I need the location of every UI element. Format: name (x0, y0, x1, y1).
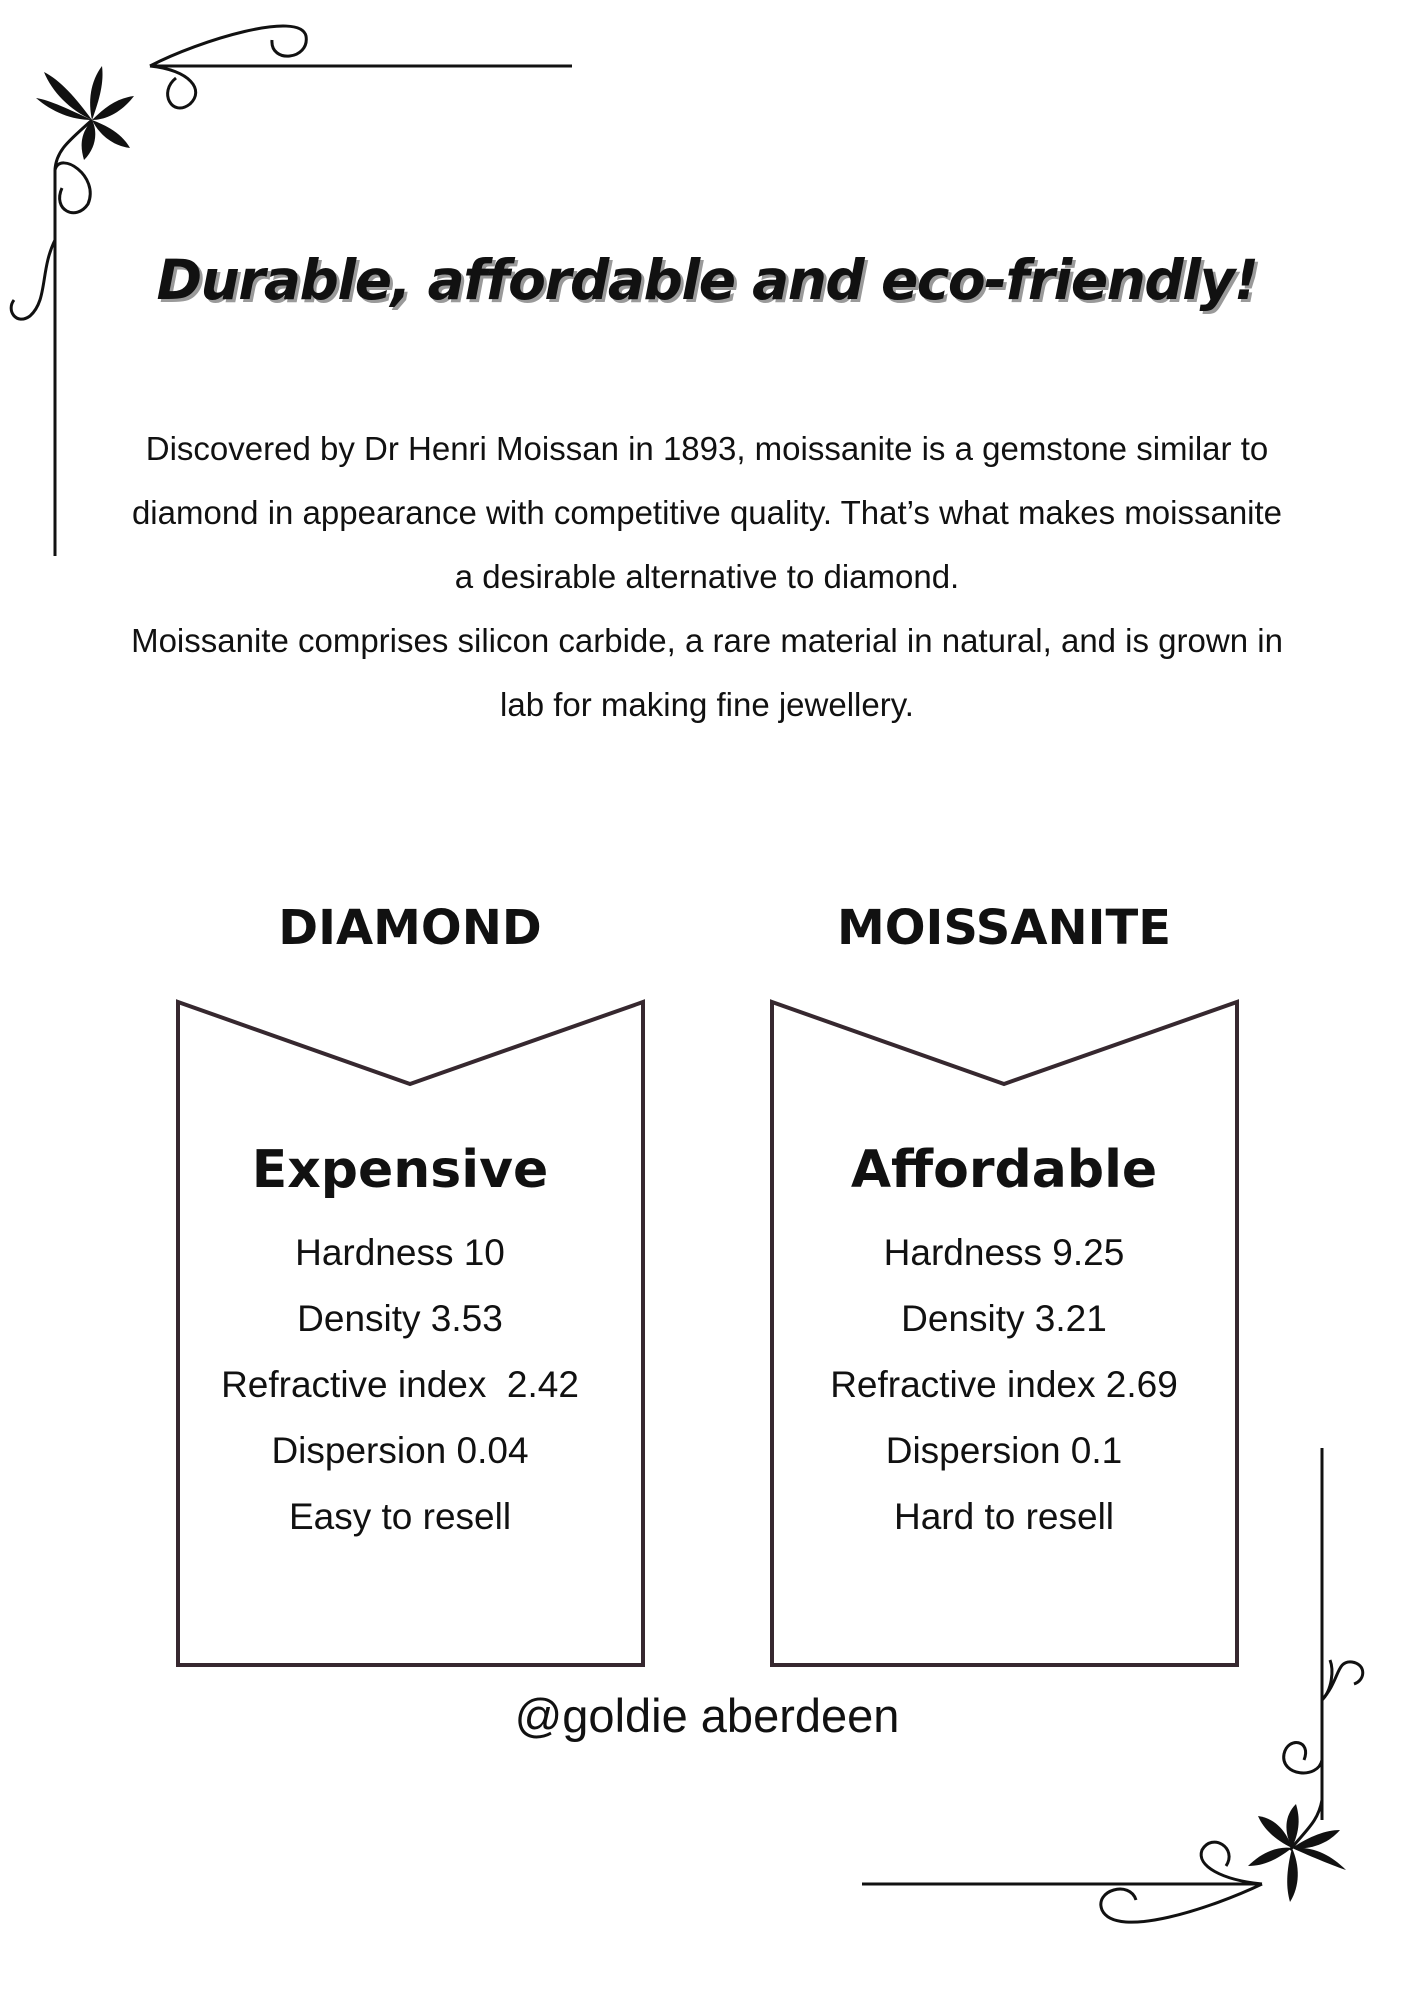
moissanite-title: MOISSANITE (836, 900, 1172, 956)
diamond-title: DIAMOND (278, 900, 542, 956)
moissanite-card (784, 1140, 1224, 1550)
diamond-stat-dispersion: Dispersion 0.04 (271, 1430, 529, 1471)
page-headline: Durable, affordable and eco-friendly! (156, 248, 1258, 312)
intro-paragraph-1: Discovered by Dr Henri Moissan in 1893, moissanite is a gemstone similar to diamond in appearance with competitive quality. That’s what makes moissanite a desirable alternative to diamond. (131, 430, 1283, 595)
moissanite-stat-resale: Hard to resell (893, 1496, 1115, 1537)
diamond-stat-hardness: Hardness 10 (295, 1232, 505, 1273)
moissanite-stat-refractive-index: Refractive index 2.69 (830, 1364, 1178, 1405)
diamond-stat-refractive-index: Refractive index 2.42 (221, 1364, 579, 1405)
moissanite-stat-hardness: Hardness 9.25 (883, 1232, 1125, 1273)
moissanite-price-heading: Affordable (850, 1140, 1158, 1200)
diamond-card (180, 1140, 620, 1550)
intro-paragraph-2: Moissanite comprises silicon carbide, a rare material in natural, and is grown in lab for making fine jewellery. (131, 622, 1283, 723)
moissanite-stat-dispersion: Dispersion 0.1 (885, 1430, 1123, 1471)
diamond-stat-resale: Easy to resell (288, 1496, 512, 1537)
diamond-price-heading: Expensive (251, 1140, 549, 1200)
diamond-stat-density: Density 3.53 (297, 1298, 503, 1339)
social-handle: @goldie aberdeen (514, 1689, 900, 1742)
moissanite-stat-density: Density 3.21 (901, 1298, 1107, 1339)
